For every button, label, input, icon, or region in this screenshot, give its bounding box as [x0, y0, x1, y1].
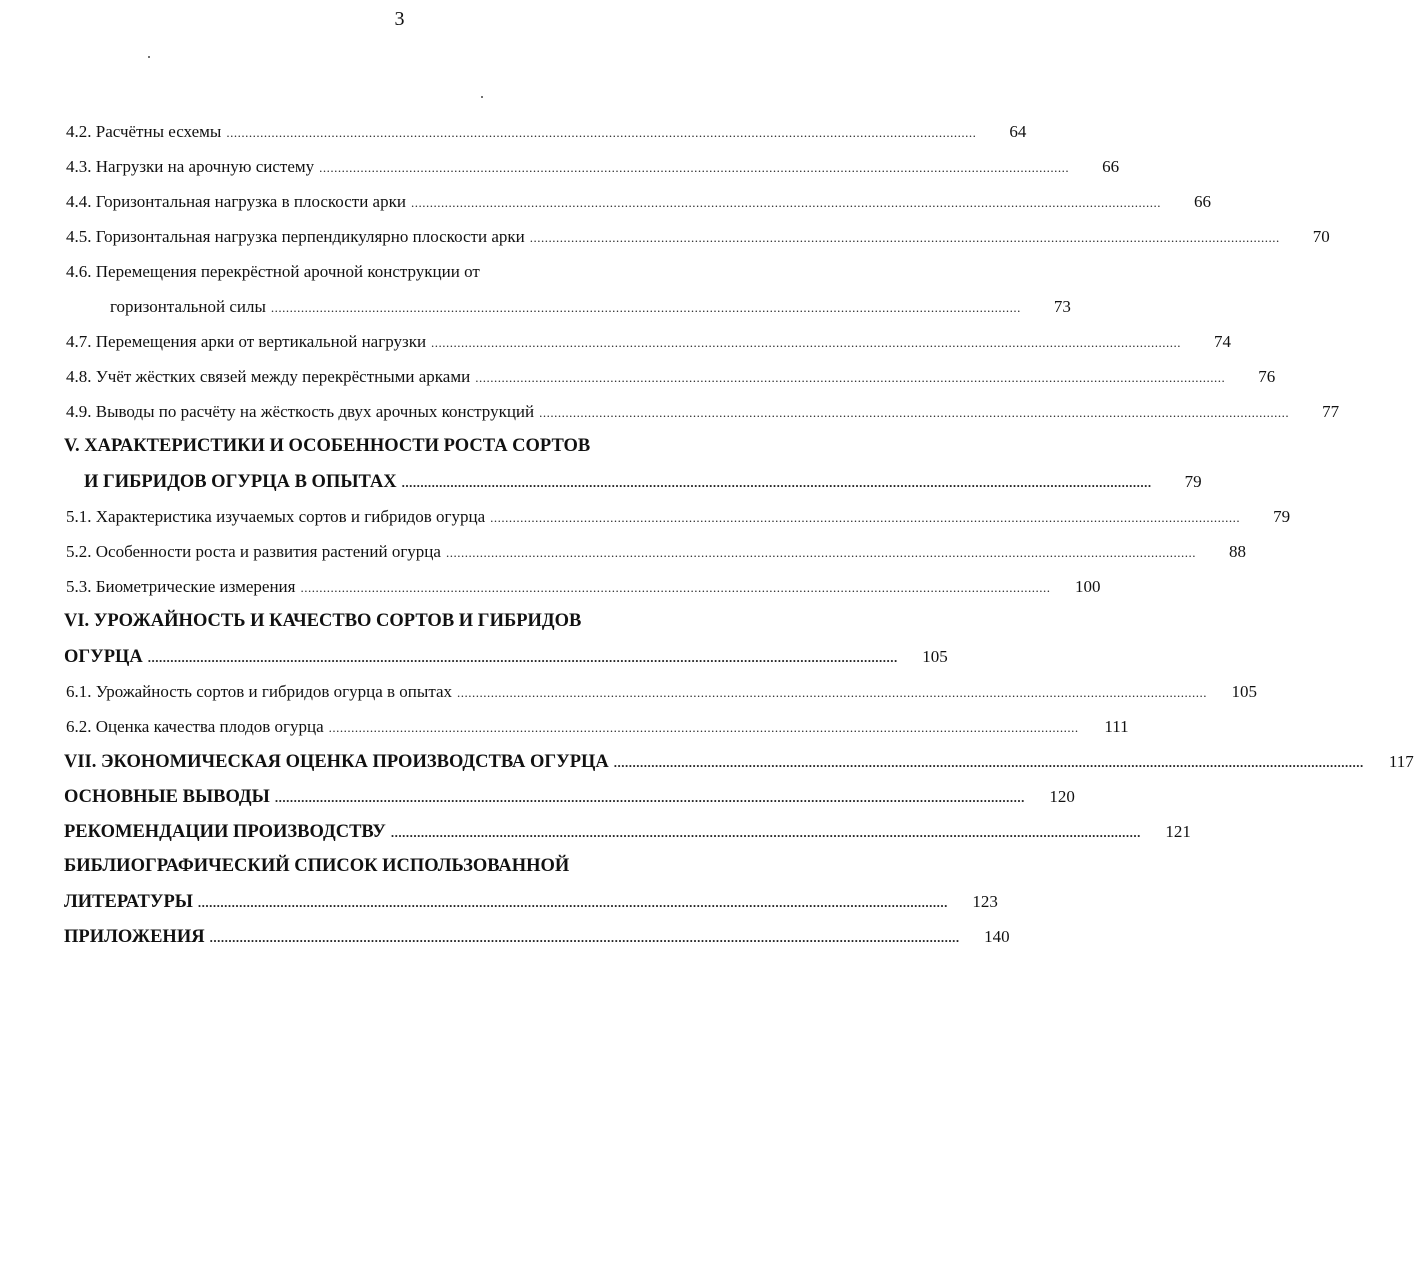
toc-entry-page: 100	[1074, 577, 1101, 596]
dot-leader: ........................................................................................................................................................................................................	[270, 300, 1021, 315]
toc-entry	[64, 149, 1120, 184]
toc-entry-page: 73	[1053, 297, 1071, 316]
dot-leader: ........................................................................................................................................................................................................	[529, 230, 1280, 245]
toc-entry-title: 4.4. Горизонтальная нагрузка в плоскости арки	[66, 192, 406, 211]
toc-entry	[64, 464, 1202, 499]
toc-entry	[64, 394, 1340, 429]
toc-entry-page: 64	[1009, 122, 1027, 141]
dot-leader: ........................................................................................................................................................................................................	[328, 720, 1079, 735]
toc-entry	[64, 779, 1075, 814]
dot-leader: ........................................................................................................................................................................................................	[274, 790, 1025, 805]
toc-entry-title: 4.3. Нагрузки на арочную систему	[66, 157, 315, 176]
toc-entry	[64, 744, 1414, 779]
toc-entry	[64, 814, 1191, 849]
toc-entry-title: 4.6. Перемещения перекрёстной арочной конструкции от	[66, 262, 480, 281]
dot-leader: ........................................................................................................................................................................................................	[197, 895, 948, 910]
toc-entry	[64, 324, 1232, 359]
toc-entry-page: 74	[1214, 332, 1232, 351]
toc-entry	[64, 639, 948, 674]
toc-entry-title: 5.3. Биометрические измерения	[66, 577, 296, 596]
chapter-heading: ПРИЛОЖЕНИЯ	[64, 927, 205, 947]
toc-entry	[64, 114, 1027, 149]
toc-entry-page: 79	[1184, 472, 1202, 491]
dot-leader: ........................................................................................................................................................................................................	[613, 755, 1364, 770]
toc-entry-title: 6.2. Оценка качества плодов огурца	[66, 717, 324, 736]
dot-leader: ........................................................................................................................................................................................................	[147, 650, 898, 665]
toc-entry-title: 4.8. Учёт жёстких связей между перекрёстными арками	[66, 367, 471, 386]
toc-entry	[64, 674, 1257, 709]
toc-entry-page: 66	[1193, 192, 1211, 211]
toc-entry	[64, 359, 1276, 394]
toc-entry-title: 4.7. Перемещения арки от вертикальной нагрузки	[66, 332, 427, 351]
toc-entry-page: 79	[1273, 507, 1291, 526]
toc-entry-title: 4.9. Выводы по расчёту на жёсткость двух арочных конструкций	[66, 402, 535, 421]
dot-leader: ........................................................................................................................................................................................................	[390, 825, 1141, 840]
chapter-heading: РЕКОМЕНДАЦИИ ПРОИЗВОДСТВУ	[64, 822, 386, 842]
dot-leader: ........................................................................................................................................................................................................	[226, 125, 977, 140]
toc-entry-page: 70	[1312, 227, 1330, 246]
chapter-heading: БИБЛИОГРАФИЧЕСКИЙ СПИСОК ИСПОЛЬЗОВАННОЙ	[64, 856, 570, 876]
dot-leader: ........................................................................................................................................................................................................	[490, 510, 1241, 525]
toc-entry	[64, 884, 998, 919]
toc-entry-page: 77	[1322, 402, 1340, 421]
dot-leader: ........................................................................................................................................................................................................	[457, 685, 1207, 700]
toc-entry-page: 121	[1165, 822, 1191, 841]
toc-entry-title-continued: горизонтальной силы	[110, 297, 266, 316]
dot-leader: ........................................................................................................................................................................................................	[401, 475, 1152, 490]
dot-leader: ........................................................................................................................................................................................................	[319, 160, 1070, 175]
toc-entry-title: 5.1. Характеристика изучаемых сортов и гибридов огурца	[66, 507, 486, 526]
toc-entry-page: 105	[1231, 682, 1257, 701]
dot-leader: ........................................................................................................................................................................................................	[475, 370, 1226, 385]
table-of-contents	[64, 114, 1414, 954]
toc-entry-page: 76	[1258, 367, 1276, 386]
chapter-heading: VI. УРОЖАЙНОСТЬ И КАЧЕСТВО СОРТОВ И ГИБРИДОВ	[64, 611, 582, 631]
toc-entry-page: 66	[1102, 157, 1120, 176]
scan-speck	[148, 56, 150, 58]
dot-leader: ........................................................................................................................................................................................................	[410, 195, 1161, 210]
toc-entry	[64, 184, 1211, 219]
scan-speck	[481, 96, 483, 98]
dot-leader: ........................................................................................................................................................................................................	[209, 930, 960, 945]
chapter-heading: ОСНОВНЫЕ ВЫВОДЫ	[64, 787, 270, 807]
dot-leader: ........................................................................................................................................................................................................	[539, 405, 1290, 420]
toc-entry-page: 105	[922, 647, 948, 666]
toc-entry-title: 4.2. Расчётны есхемы	[66, 122, 222, 141]
toc-entry-page: 140	[984, 927, 1010, 946]
toc-entry	[64, 569, 1101, 604]
toc-entry	[64, 534, 1246, 569]
chapter-heading-continued: ЛИТЕРАТУРЫ	[64, 892, 193, 912]
dot-leader: ........................................................................................................................................................................................................	[431, 335, 1182, 350]
toc-entry-page: 123	[972, 892, 998, 911]
toc-entry	[64, 499, 1291, 534]
chapter-heading-continued: ОГУРЦА	[64, 647, 143, 667]
dot-leader: ........................................................................................................................................................................................................	[445, 545, 1196, 560]
chapter-heading: V. ХАРАКТЕРИСТИКИ И ОСОБЕННОСТИ РОСТА СОРТОВ	[64, 436, 591, 456]
dot-leader: ........................................................................................................................................................................................................	[300, 580, 1051, 595]
toc-entry-page: 111	[1104, 717, 1129, 736]
toc-entry-title: 6.1. Урожайность сортов и гибридов огурца в опытах	[66, 682, 452, 701]
toc-entry-page: 117	[1388, 752, 1414, 771]
toc-entry	[64, 219, 1330, 254]
toc-entry	[64, 289, 1071, 324]
toc-entry	[64, 709, 1129, 744]
page-number: 3	[394, 8, 405, 30]
toc-entry	[64, 919, 1010, 954]
toc-entry-page: 88	[1228, 542, 1246, 561]
toc-entry-title: 4.5. Горизонтальная нагрузка перпендикулярно плоскости арки	[66, 227, 525, 246]
chapter-heading-continued: И ГИБРИДОВ ОГУРЦА В ОПЫТАХ	[84, 472, 397, 492]
chapter-heading: VII. ЭКОНОМИЧЕСКАЯ ОЦЕНКА ПРОИЗВОДСТВА ОГУРЦА	[64, 752, 609, 772]
toc-entry-page: 120	[1049, 787, 1075, 806]
toc-entry-title: 5.2. Особенности роста и развития растений огурца	[66, 542, 441, 561]
